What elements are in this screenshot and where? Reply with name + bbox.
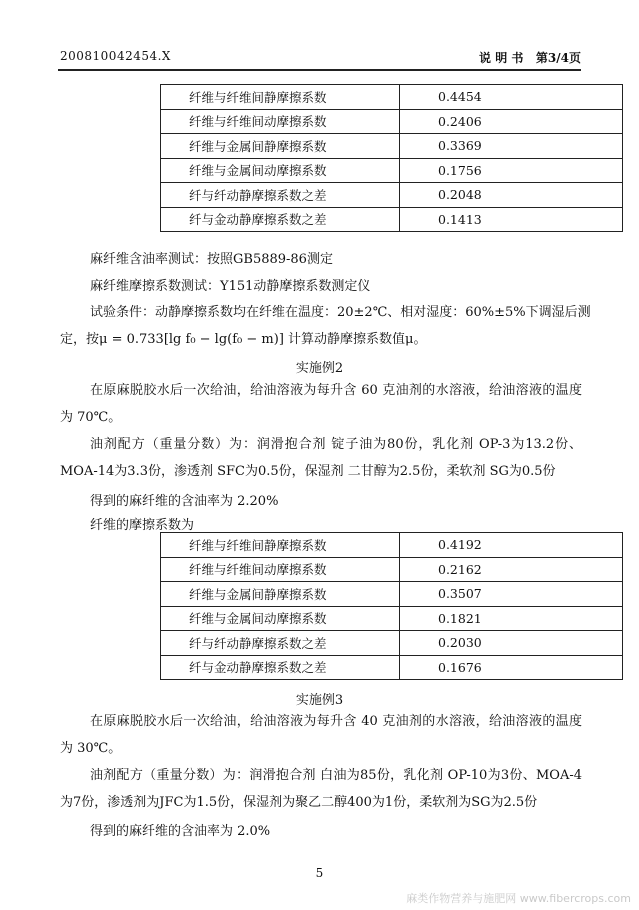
table-cell-value: 0.2030: [400, 631, 623, 656]
table-cell-value: 0.3507: [400, 582, 623, 607]
table-cell-value: 0.1821: [400, 606, 623, 631]
test-conditions-line-1: 试验条件：动静摩擦系数均在纤维在温度：20±2℃、相对湿度：60%±5%下调湿后测: [90, 305, 591, 320]
table-cell-label: 纤与纤动静摩擦系数之差: [161, 183, 400, 208]
table-cell-label: 纤维与纤维间动摩擦系数: [161, 557, 400, 582]
oil-test-method: 麻纤维含油率测试：按照GB5889-86测定: [90, 252, 333, 267]
table-cell-label: 纤与金动静摩擦系数之差: [161, 207, 400, 232]
table-row: [161, 183, 623, 208]
example2-paragraph-1: 在原麻脱胶水后一次给油，给油溶液为每升含 60 克油剂的水溶液，给油溶液的温度为 70℃。: [60, 383, 582, 425]
table-cell-label: 纤维与金属间动摩擦系数: [161, 158, 400, 183]
watermark: 麻类作物营养与施肥网 www.fibercrops.com: [406, 892, 631, 905]
table-cell-label: 纤与纤动静摩擦系数之差: [161, 631, 400, 656]
table-row: [161, 158, 623, 183]
example3-oil-content: 得到的麻纤维的含油率为 2.0%: [90, 824, 271, 839]
example2-friction-intro: 纤维的摩擦系数为: [90, 518, 195, 533]
table-row: [161, 207, 623, 232]
example2-heading: 实施例2: [295, 361, 344, 376]
page-number: 5: [315, 866, 324, 880]
table-row: [161, 134, 623, 159]
page-header-doc-id: 200810042454.X: [60, 49, 171, 63]
table-cell-label: 纤维与纤维间静摩擦系数: [161, 85, 400, 110]
example3-heading: 实施例3: [295, 693, 344, 708]
table-cell-value: 0.1756: [400, 158, 623, 183]
table-cell-value: 0.1676: [400, 655, 623, 680]
example2-oil-content: 得到的麻纤维的含油率为 2.20%: [90, 494, 279, 509]
table-row: [161, 533, 623, 558]
table-row: [161, 557, 623, 582]
friction-table-2: [160, 532, 623, 680]
example3-paragraph-2: 油剂配方（重量分数）为：润滑抱合剂 白油为85份，乳化剂 OP-10为3份、MOA-4为7份，渗透剂为JFC为1.5份，保湿剂为聚乙二醇400为1份，柔软剂为SG为2.5份: [60, 768, 582, 810]
example2-paragraph-2: 油剂配方（重量分数）为：润滑抱合剂 锭子油为80份，乳化剂 OP-3为13.2份、MOA-14为3.3份，渗透剂 SFC为0.5份，保湿剂 二甘醇为2.5份，柔软剂 SG为0.5份: [60, 437, 582, 479]
friction-test-method: 麻纤维摩擦系数测试：Y151动静摩擦系数测定仪: [90, 279, 371, 294]
table-cell-value: 0.2048: [400, 183, 623, 208]
table-cell-label: 纤维与金属间静摩擦系数: [161, 134, 400, 159]
table-cell-value: 0.4454: [400, 85, 623, 110]
table-cell-label: 纤维与金属间静摩擦系数: [161, 582, 400, 607]
table-cell-label: 纤与金动静摩擦系数之差: [161, 655, 400, 680]
table-cell-label: 纤维与纤维间动摩擦系数: [161, 109, 400, 134]
table-row: [161, 582, 623, 607]
table-row: [161, 85, 623, 110]
table-cell-value: 0.2406: [400, 109, 623, 134]
page-header-section: 说 明 书 第3/4页: [479, 51, 581, 65]
friction-table-1: [160, 84, 623, 232]
header-divider: [58, 69, 581, 71]
table-row: [161, 109, 623, 134]
table-cell-label: 纤维与纤维间静摩擦系数: [161, 533, 400, 558]
test-conditions-line-2: 定，按μ = 0.733[lg f₀ − lg(f₀ − m)] 计算动静摩擦系数值μ。: [60, 332, 427, 347]
table-cell-value: 0.3369: [400, 134, 623, 159]
table-row: [161, 631, 623, 656]
table-row: [161, 606, 623, 631]
example3-paragraph-1: 在原麻脱胶水后一次给油，给油溶液为每升含 40 克油剂的水溶液，给油溶液的温度为 30℃。: [60, 714, 582, 756]
table-cell-value: 0.2162: [400, 557, 623, 582]
table-cell-value: 0.4192: [400, 533, 623, 558]
table-cell-value: 0.1413: [400, 207, 623, 232]
table-cell-label: 纤维与金属间动摩擦系数: [161, 606, 400, 631]
table-row: [161, 655, 623, 680]
